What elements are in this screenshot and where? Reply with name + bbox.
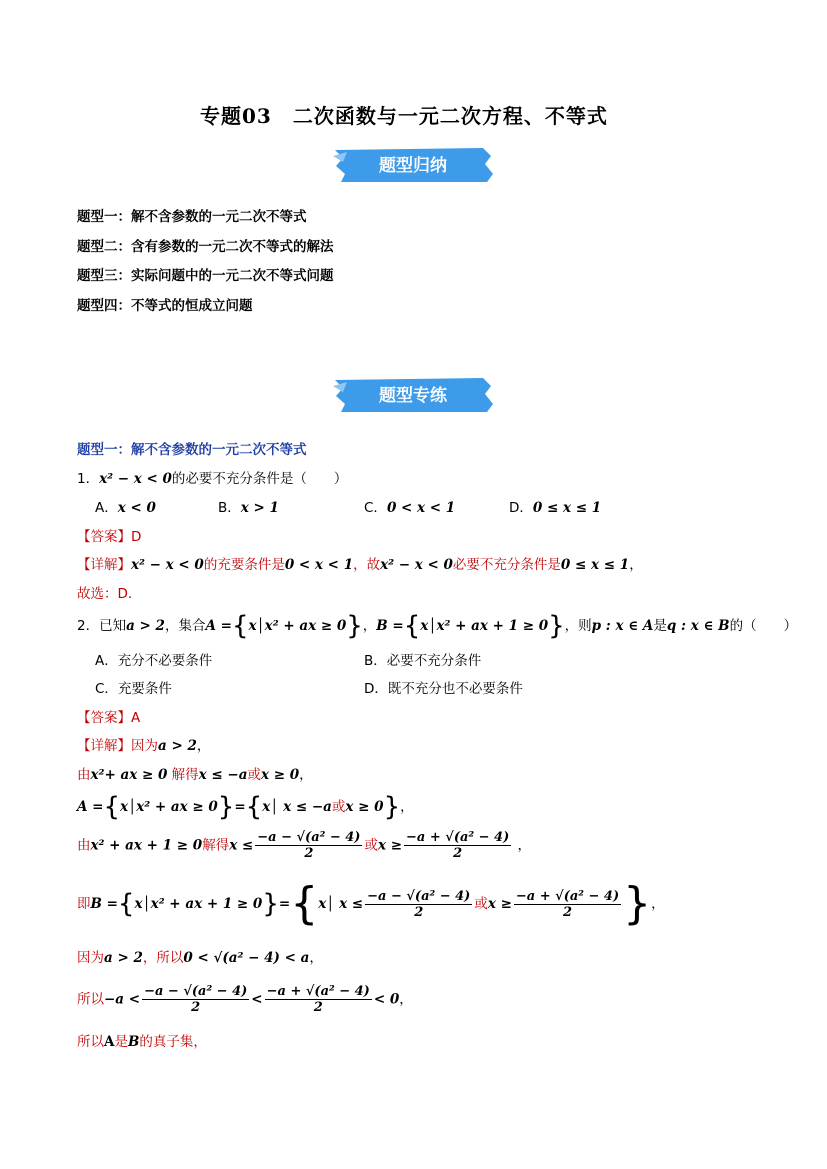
page-title: 专题03 二次函数与一元二次方程、不等式 xyxy=(200,104,608,128)
fraction: $\frac{\text{−a + √(a² − 4)}}{2}$ xyxy=(266,984,370,1015)
fraction: $\frac{\text{−a + √(a² − 4)}}{2}$ xyxy=(406,830,510,861)
detail-2-line-3: A ={x│x² + ax ≥ 0}={x│ x ≤ −a或x ≥ 0}， xyxy=(77,792,414,822)
detail-2-line-2: 由x²+ ax ≥ 0 解得x ≤ −a或x ≥ 0， xyxy=(77,767,313,783)
answer-value: D xyxy=(131,529,142,545)
question-text: 的必要不充分条件是（ ） xyxy=(171,471,348,487)
category-item-4: 题型四：不等式的恒成立问题 xyxy=(77,298,253,314)
fraction: $\frac{\text{−a + √(a² − 4)}}{2}$ xyxy=(515,888,620,920)
category-item-1: 题型一：解不含参数的一元二次不等式 xyxy=(77,209,307,225)
detail-2-line-8: 所以A是B的真子集， xyxy=(77,1034,207,1050)
category-item-2: 题型二：含有参数的一元二次不等式的解法 xyxy=(77,239,334,255)
detail-2-line-4: 由x² + ax + 1 ≥ 0解得x ≤ $\frac{\text{−a − √(a² − 4)}}{2}$ 或x ≥ $\frac{\text{−a + √(a² − 4)}}{2}$ ， xyxy=(77,830,532,861)
option-d: D．0 ≤ x ≤ 1 xyxy=(509,500,602,516)
option-b: B．必要不充分条件 xyxy=(364,653,482,669)
fraction: $\frac{\text{−a − √(a² − 4)}}{2}$ xyxy=(367,888,471,920)
answer-2: 【答案】A xyxy=(77,710,141,726)
question-number: 1． xyxy=(77,471,100,487)
detail-1: 【详解】x² − x < 0的充要条件是0 < x < 1，故x² − x < 0必要不充分条件是0 ≤ x ≤ 1， xyxy=(77,557,643,573)
detail-2-line-7: 所以−a < $\frac{\text{−a − √(a² − 4)}}{2}$ < $\frac{\text{−a + √(a² − 4)}}{2}$ < 0， xyxy=(77,984,413,1015)
detail-2-line-6: 因为a > 2，所以0 < √(a² − 4) < a， xyxy=(77,950,323,966)
detail-2-line-1: 【详解】因为a > 2， xyxy=(77,738,211,754)
option-a: A．充分不必要条件 xyxy=(95,653,213,669)
math-expr: x² − x < 0 xyxy=(99,471,172,487)
option-c: C．0 < x < 1 xyxy=(364,500,456,516)
section-heading: 题型一：解不含参数的一元二次不等式 xyxy=(77,442,307,458)
banner-summary-text: 题型归纳 xyxy=(379,156,447,176)
option-a: A．x < 0 xyxy=(95,500,156,516)
question-1-stem xyxy=(77,467,347,487)
banner-practice-text: 题型专练 xyxy=(379,386,447,406)
option-b: B．x > 1 xyxy=(218,500,279,516)
question-2-stem: 2．已知a > 2，集合A ={x│x² + ax ≥ 0}，B ={x│x² + ax + 1 ≥ 0}，则p : x ∈ A是q : x ∈ B的（ ） xyxy=(77,611,798,641)
banner-summary xyxy=(333,146,493,184)
fraction: $\frac{\text{−a − √(a² − 4)}}{2}$ xyxy=(257,830,361,861)
fraction: $\frac{\text{−a − √(a² − 4)}}{2}$ xyxy=(144,984,248,1015)
option-d: D．既不充分也不必要条件 xyxy=(364,681,523,697)
category-item-3: 题型三：实际问题中的一元二次不等式问题 xyxy=(77,268,334,284)
detail-2-line-5: 即B ={x│x² + ax + 1 ≥ 0}={x│ x ≤ $\frac{\text{−a − √(a² − 4)}}{2}$ 或x ≥ $\frac{\text{−a + √(a² − 4)}}{2}$ }， xyxy=(77,878,665,929)
banner-practice xyxy=(333,376,493,414)
option-c: C．充要条件 xyxy=(95,681,172,697)
conclusion-1: 故选：D． xyxy=(77,586,142,602)
answer-label: 【答案】 xyxy=(77,529,131,545)
answer-1 xyxy=(77,525,141,545)
